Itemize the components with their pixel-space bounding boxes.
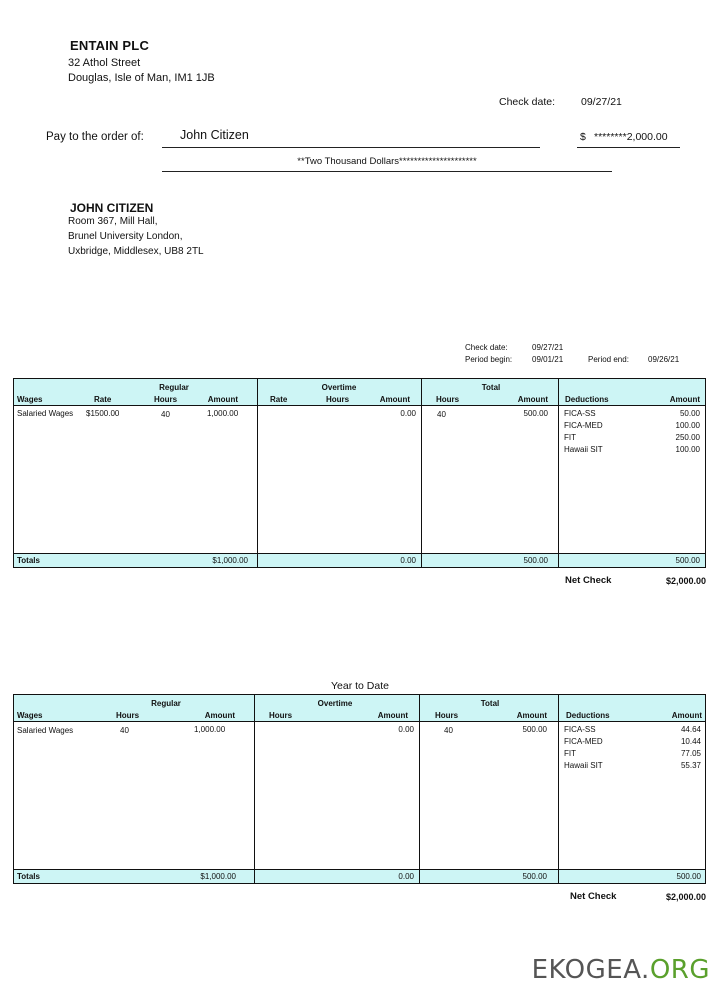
payee-name: John Citizen (180, 128, 249, 142)
deductions-header: Deductions (565, 395, 609, 404)
logo-suffix: ORG (649, 955, 710, 985)
period-end-value: 09/26/21 (648, 355, 680, 364)
company-name: ENTAIN PLC (70, 38, 150, 53)
wages-rate: $1500.00 (86, 409, 120, 418)
recipient-name: JOHN CITIZEN (70, 201, 154, 215)
deduction-amount: 100.00 (675, 421, 700, 430)
check-date-value: 09/27/21 (581, 96, 622, 108)
deduction-amount: 44.64 (680, 725, 701, 734)
deduction-name: FICA-MED (564, 737, 603, 746)
total-header: Total (481, 383, 501, 392)
period-begin-label: Period begin: (465, 355, 513, 364)
recipient-address-line-3: Uxbridge, Middlesex, UB8 2TL (68, 246, 204, 257)
check-date-label: Check date: (499, 96, 556, 108)
overtime-header: Overtime (321, 383, 357, 392)
amount-header: Amount (207, 395, 238, 404)
total-section (420, 695, 559, 883)
payee-underline (162, 147, 540, 148)
current-earnings-table (13, 378, 706, 568)
amount-in-words: **Two Thousand Dollars********************* (297, 156, 477, 167)
deduction-amount: 100.00 (675, 445, 700, 454)
wages-amount: 1,000.00 (194, 725, 226, 734)
regular-header: Regular (151, 699, 181, 708)
totals-ot-amount: 0.00 (398, 872, 414, 881)
overtime-section (255, 695, 420, 883)
total-amount: 500.00 (522, 725, 547, 734)
rate-header: Rate (94, 395, 112, 404)
net-check-value: $2,000.00 (665, 576, 706, 586)
dollar-sign: $ (580, 131, 586, 143)
total-hours-header: Hours (435, 711, 459, 720)
totals-label: Totals (17, 872, 40, 881)
ot-amount-header: Amount (377, 711, 408, 720)
wages-type: Salaried Wages (17, 409, 74, 418)
regular-header: Regular (159, 383, 189, 392)
regular-section (14, 379, 258, 567)
total-amount: 500.00 (523, 409, 548, 418)
wages-type: Salaried Wages (17, 726, 74, 735)
ot-hours-header: Hours (326, 395, 350, 404)
ot-amount: 0.00 (398, 725, 414, 734)
regular-section (14, 695, 255, 883)
total-header: Total (480, 699, 500, 708)
total-hours: 40 (444, 726, 453, 735)
totals-label: Totals (17, 556, 40, 565)
wages-hours: 40 (120, 726, 129, 735)
deduction-amount-header: Amount (669, 395, 700, 404)
overtime-header: Overtime (317, 699, 353, 708)
amount-header: Amount (204, 711, 235, 720)
ot-rate-header: Rate (270, 395, 288, 404)
amount-underline (577, 147, 680, 148)
overtime-section (258, 379, 422, 567)
logo-text: EKOGEA. (531, 955, 650, 985)
check-amount: ********2,000.00 (594, 131, 668, 143)
ekogea-logo (532, 955, 710, 985)
company-address-line-2: Douglas, Isle of Man, IM1 1JB (68, 72, 215, 84)
recipient-address-line-1: Room 367, Mill Hall, (68, 216, 158, 227)
ot-amount-header: Amount (379, 395, 410, 404)
ytd-earnings-table (13, 694, 706, 884)
words-underline (162, 171, 612, 172)
total-amount-header: Amount (517, 395, 548, 404)
period-begin-value: 09/01/21 (532, 355, 564, 364)
ot-amount: 0.00 (400, 409, 416, 418)
deductions-header: Deductions (566, 711, 610, 720)
deduction-name: FIT (564, 433, 576, 442)
deduction-amount: 55.37 (680, 761, 701, 770)
wages-amount: 1,000.00 (207, 409, 239, 418)
deduction-amount: 77.05 (680, 749, 701, 758)
deduction-amount: 250.00 (675, 433, 700, 442)
deduction-name: FICA-SS (564, 725, 596, 734)
total-section (422, 379, 559, 567)
totals-deduction-amount: 500.00 (676, 872, 701, 881)
totals-total-amount: 500.00 (523, 556, 548, 565)
hours-header: Hours (116, 711, 140, 720)
stub-check-date-value: 09/27/21 (532, 343, 564, 352)
hours-header: Hours (154, 395, 178, 404)
net-check-label: Net Check (565, 575, 612, 586)
wages-header: Wages (17, 711, 43, 720)
total-amount-header: Amount (516, 711, 547, 720)
ytd-net-check-label: Net Check (570, 891, 617, 902)
stub-check-date-label: Check date: (465, 343, 508, 352)
recipient-address-line-2: Brunel University London, (68, 231, 183, 242)
deduction-name: FICA-MED (564, 421, 603, 430)
total-hours-header: Hours (436, 395, 460, 404)
company-address-line-1: 32 Athol Street (68, 57, 141, 69)
deduction-name: Hawaii SIT (564, 445, 603, 454)
ytd-net-check-value: $2,000.00 (665, 892, 706, 902)
deduction-amount-header: Amount (671, 711, 702, 720)
pay-to-label: Pay to the order of: (46, 131, 144, 143)
total-hours: 40 (437, 410, 446, 419)
deduction-amount: 50.00 (679, 409, 700, 418)
deduction-name: FICA-SS (564, 409, 596, 418)
ot-hours-header: Hours (269, 711, 293, 720)
totals-ot-amount: 0.00 (400, 556, 416, 565)
totals-amount: $1,000.00 (212, 556, 248, 565)
wages-hours: 40 (161, 410, 170, 419)
totals-deduction-amount: 500.00 (675, 556, 700, 565)
totals-amount: $1,000.00 (200, 872, 236, 881)
ytd-title: Year to Date (331, 680, 389, 692)
deduction-name: Hawaii SIT (564, 761, 603, 770)
deduction-amount: 10.44 (680, 737, 701, 746)
deduction-name: FIT (564, 749, 576, 758)
totals-total-amount: 500.00 (522, 872, 547, 881)
wages-header: Wages (17, 395, 43, 404)
period-end-label: Period end: (588, 355, 629, 364)
